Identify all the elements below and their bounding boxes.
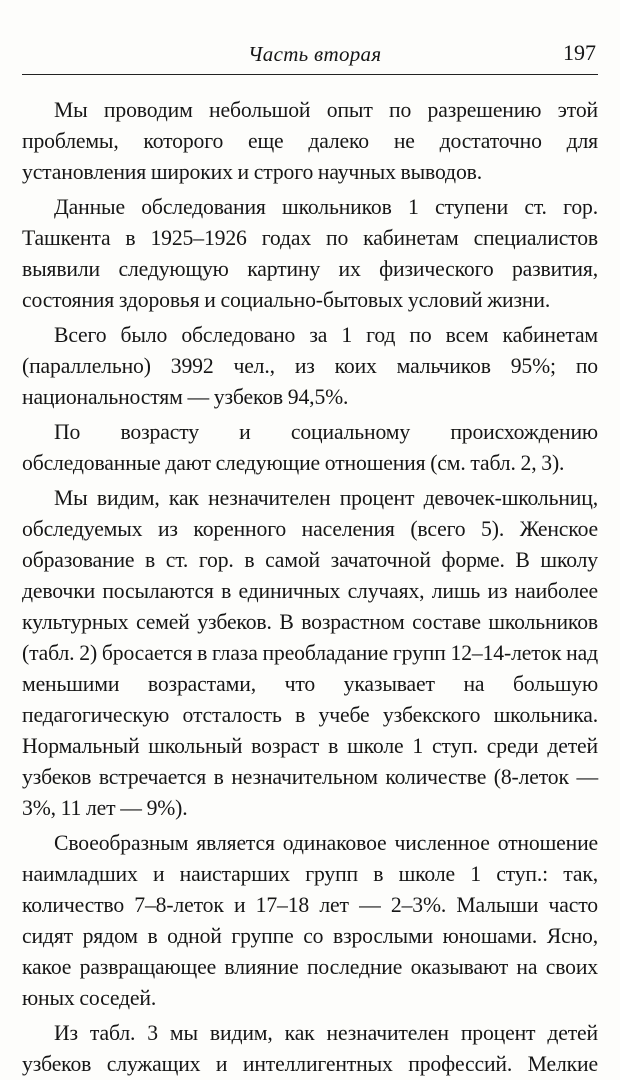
running-header-section: Часть вторая xyxy=(248,42,382,66)
paragraph: Мы проводим небольшой опыт по разрешению этой проблемы, которого еще далеко не достаточно для установления широких и строго научных выводов. xyxy=(22,98,598,184)
body-text xyxy=(22,95,598,1080)
paragraph: Своеобразным является одинаковое численное отношение наимладших и наистарших групп в школе 1 ступ.: так, количество 7–8-леток и 17–18 лет — 2–3%. Малыши часто сидят рядом в одной группе со взрослыми юношами. Ясно, какое развращающее влияние последние оказывают на своих юных соседей. xyxy=(22,831,598,1010)
page-number: 197 xyxy=(563,40,596,65)
paragraph: Мы видим, как незначителен процент девочек-школьниц, обследуемых из коренного населения (всего 5). Женское образование в ст. гор. в самой зачаточной форме. В школу девочки посылаются в единичных случаях, лишь из наиболее культурных семей узбеков. В возрастном составе школьников (табл. 2) бросается в глаза преобладание групп 12–14-леток над меньшими возрастами, что указывает на большую педагогическую отсталость в учебе узбекского школьника. Нормальный школьный возраст в школе 1 ступ. среди детей узбеков встречается в незначительном количестве (8-леток — 3%, 11 лет — 9%). xyxy=(22,486,598,820)
paragraph: Данные обследования школьников 1 ступени ст. гор. Ташкента в 1925–1926 годах по кабинетам специалистов выявили следующую картину их физического развития, состояния здоровья и социально-бытовых условий жизни. xyxy=(22,195,598,312)
paragraph: По возрасту и социальному происхождению обследованные дают следующие отношения (см. табл. 2, 3). xyxy=(22,420,598,475)
paragraph: Из табл. 3 мы видим, как незначителен процент детей узбеков служащих и интеллигентных профессий. Мелкие xyxy=(22,1021,598,1076)
paragraph: Всего было обследовано за 1 год по всем кабинетам (параллельно) 3992 чел., из коих мальчиков 95%; по национальностям — узбеков 94,5%. xyxy=(22,323,598,409)
running-header xyxy=(22,36,598,75)
